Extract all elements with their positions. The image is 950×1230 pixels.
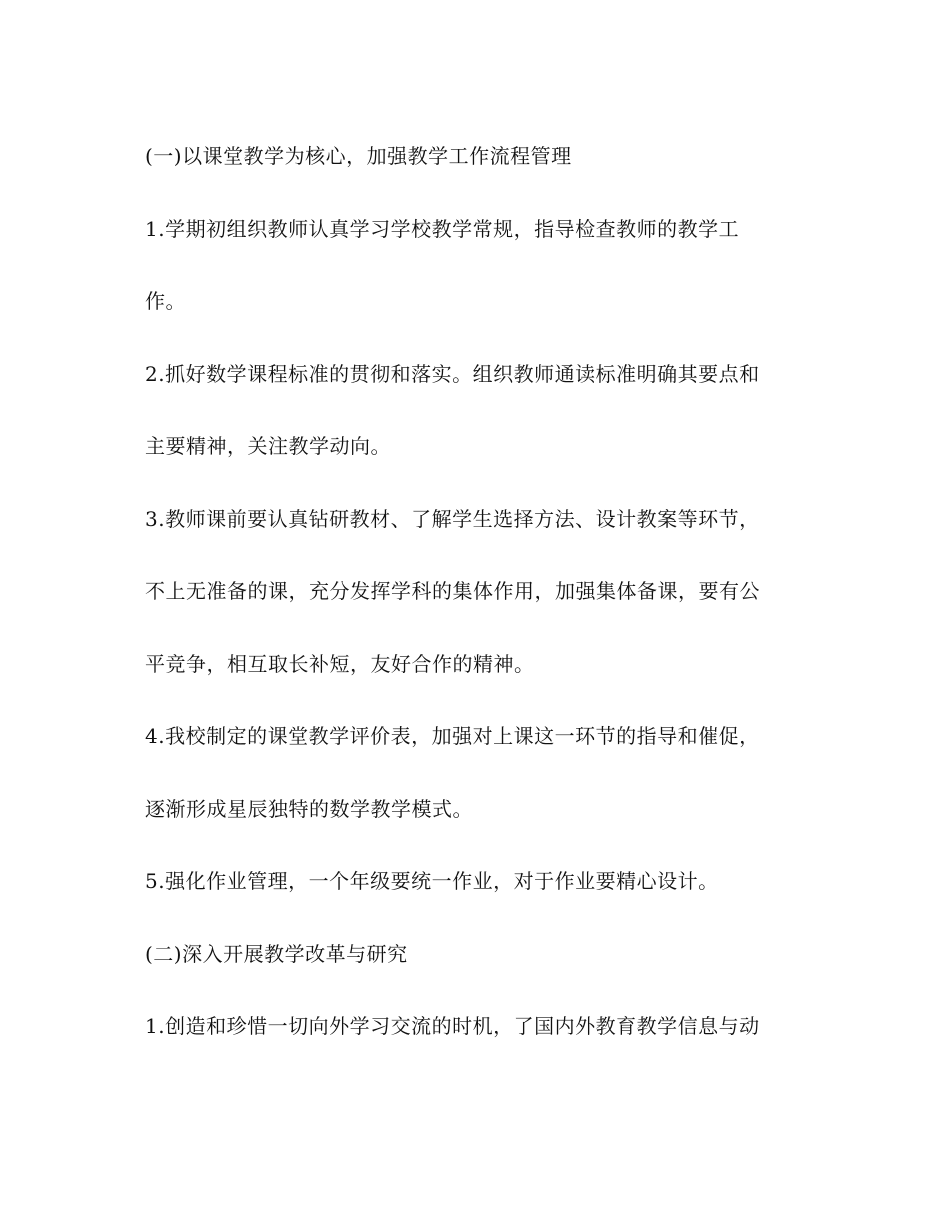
paragraph-line: 1.创造和珍惜一切向外学习交流的时机，了国内外教育教学信息与动 — [145, 1014, 760, 1038]
paragraph-line: 平竞争，相互取长补短，友好合作的精神。 — [145, 652, 535, 676]
paragraph-line: 逐渐形成星辰独特的数学教学模式。 — [145, 797, 473, 821]
paragraph-line: 主要精神，关注教学动向。 — [145, 434, 391, 458]
paragraph-line: 5.强化作业管理，一个年级要统一作业，对于作业要精心设计。 — [145, 869, 719, 893]
paragraph-line: 3.教师课前要认真钻研教材、了解学生选择方法、设计教案等环节， — [145, 507, 760, 531]
paragraph-line: 1.学期初组织教师认真学习学校教学常规，指导检查教师的教学工 — [145, 217, 740, 241]
paragraph-line: 2.抓好数学课程标准的贯彻和落实。组织教师通读标准明确其要点和 — [145, 362, 760, 386]
paragraph-line: 作。 — [145, 289, 186, 313]
section-heading-1: (一)以课堂教学为核心，加强教学工作流程管理 — [145, 144, 572, 168]
paragraph-line: 4.我校制定的课堂教学评价表，加强对上课这一环节的指导和催促， — [145, 724, 760, 748]
section-heading-2: (二)深入开展教学改革与研究 — [145, 942, 408, 966]
paragraph-line: 不上无准备的课，充分发挥学科的集体作用，加强集体备课，要有公 — [145, 579, 760, 603]
